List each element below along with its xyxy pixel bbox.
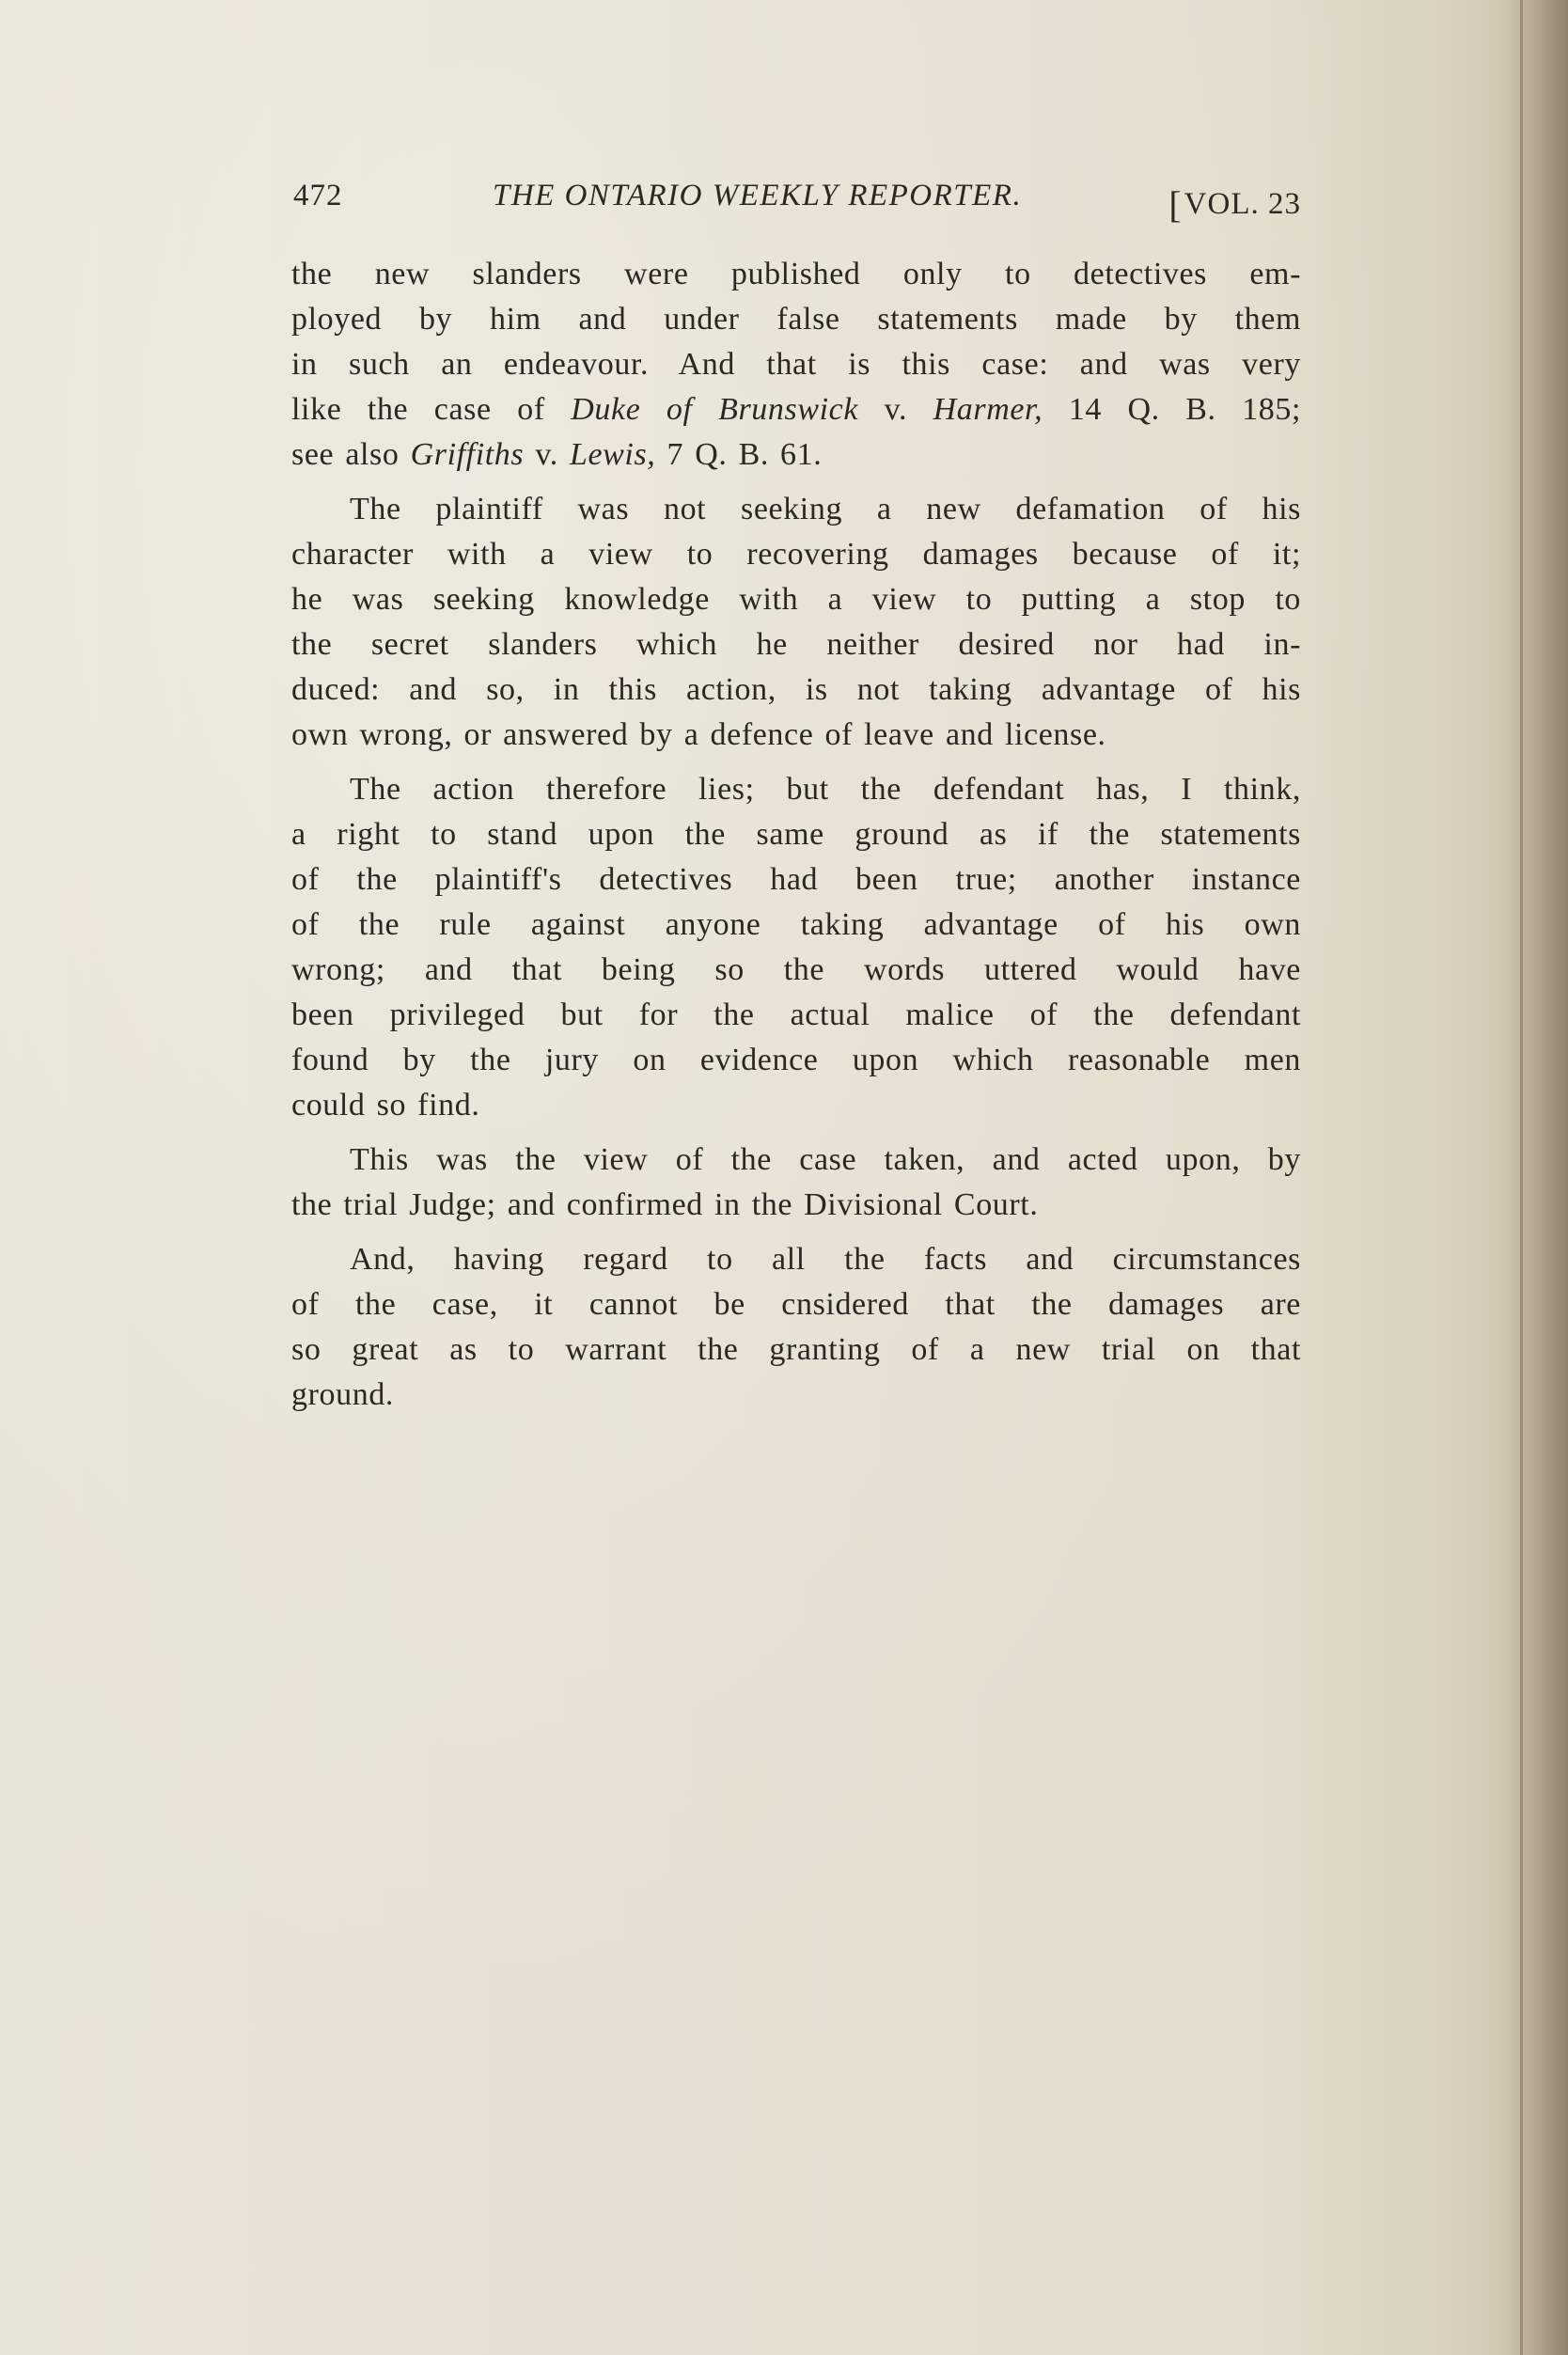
paragraph bbox=[291, 767, 1301, 1128]
paragraph bbox=[291, 1138, 1301, 1228]
text-line: so great as to warrant the granting of a new trial on that bbox=[291, 1332, 1301, 1367]
case-name: Griffiths bbox=[410, 437, 525, 472]
text-line: like the case of Duke of Brunswick v. Harmer, 14 Q. B. 185; bbox=[291, 392, 1301, 427]
text-line: And, having regard to all the facts and circumstances bbox=[350, 1242, 1301, 1277]
page-edge-shadow bbox=[1502, 0, 1568, 2355]
text-line: the trial Judge; and confirmed in the Divisional Court. bbox=[291, 1187, 1039, 1222]
running-header bbox=[293, 179, 1301, 226]
text-line: wrong; and that being so the words uttered would have bbox=[291, 952, 1301, 987]
paragraph-gap bbox=[291, 1228, 1301, 1237]
text-line: of the plaintiff's detectives had been true; another instance bbox=[291, 862, 1301, 897]
text-line: of the rule against anyone taking advantage of his own bbox=[291, 907, 1301, 942]
paragraph-gap bbox=[291, 758, 1301, 767]
text-line: character with a view to recovering damages because of it; bbox=[291, 537, 1301, 572]
text-line: ployed by him and under false statements made by them bbox=[291, 302, 1301, 337]
text-line: been privileged but for the actual malice of the defendant bbox=[291, 997, 1301, 1032]
page-binding-edge bbox=[1520, 0, 1523, 2355]
text-line: see also Griffiths v. Lewis, 7 Q. B. 61. bbox=[291, 437, 823, 472]
text-line: a right to stand upon the same ground as if the statements bbox=[291, 817, 1301, 852]
paragraph-gap bbox=[291, 478, 1301, 487]
text-line: ground. bbox=[291, 1377, 395, 1412]
text-line: found by the jury on evidence upon which reasonable men bbox=[291, 1043, 1301, 1077]
text-line: of the case, it cannot be cnsidered that the damages are bbox=[291, 1287, 1301, 1322]
page-number: 472 bbox=[293, 179, 343, 212]
text-line: he was seeking knowledge with a view to putting a stop to bbox=[291, 582, 1301, 617]
text-line: The action therefore lies; but the defendant has, I think, bbox=[350, 772, 1301, 807]
text-line: This was the view of the case taken, and acted upon, by bbox=[350, 1142, 1301, 1177]
case-name: Lewis, bbox=[569, 437, 656, 472]
text-line: could so find. bbox=[291, 1088, 480, 1123]
volume-label bbox=[1168, 179, 1301, 226]
paragraph bbox=[291, 252, 1301, 478]
text-line: duced: and so, in this action, is not taking advantage of his bbox=[291, 672, 1301, 707]
paragraph bbox=[291, 1237, 1301, 1418]
volume-number: VOL. 23 bbox=[1184, 187, 1301, 221]
volume-bracket: [ bbox=[1168, 183, 1183, 226]
case-name: Duke of Brunswick bbox=[571, 392, 859, 427]
text-line: own wrong, or answered by a defence of leave and license. bbox=[291, 717, 1106, 752]
text-line: in such an endeavour. And that is this case: and was very bbox=[291, 347, 1301, 382]
text-line: the new slanders were published only to detectives em- bbox=[291, 257, 1301, 291]
paragraph bbox=[291, 487, 1301, 758]
paragraph-gap bbox=[291, 1128, 1301, 1138]
text-line: The plaintiff was not seeking a new defamation of his bbox=[350, 492, 1301, 526]
running-title: THE ONTARIO WEEKLY REPORTER. bbox=[493, 179, 1023, 212]
case-name: Harmer, bbox=[933, 392, 1043, 427]
body-text bbox=[291, 252, 1301, 1418]
text-line: the secret slanders which he neither desired nor had in- bbox=[291, 627, 1301, 662]
